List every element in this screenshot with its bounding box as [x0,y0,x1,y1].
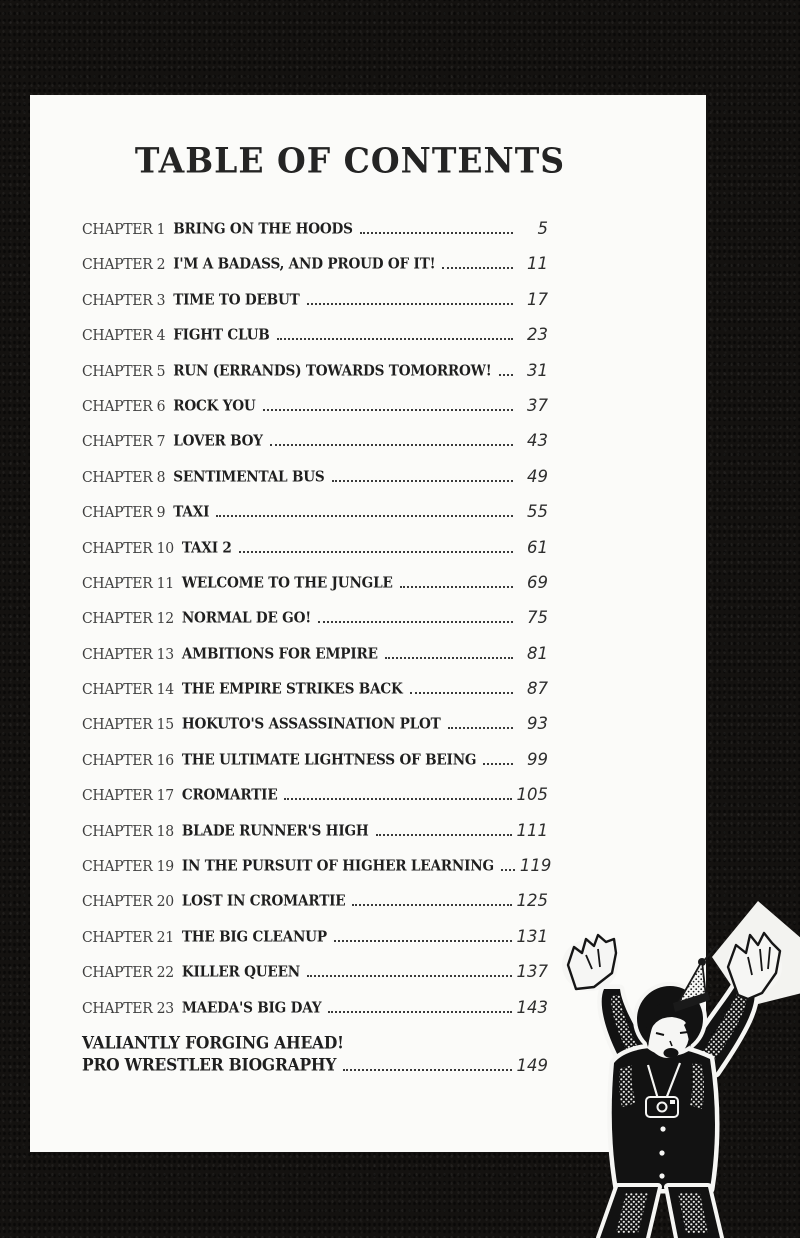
dot-leader [328,1011,511,1013]
chapter-number-label: CHAPTER 19 [82,858,174,876]
dot-leader [410,692,513,694]
dot-leader [318,621,513,623]
chapter-page-number: 131 [516,926,548,946]
dot-leader [376,834,512,836]
chapter-page-number: 143 [516,997,548,1017]
bio-entry-line2: PRO WRESTLER BIOGRAPHY [82,1054,337,1075]
chapter-row [82,290,548,325]
chapter-row [82,998,548,1033]
bio-entry-line1: VALIANTLY FORGING AHEAD! [82,1032,344,1053]
chapter-row [82,714,548,749]
chapter-page-number: 23 [527,325,548,345]
chapter-page-number: 61 [527,537,548,557]
chapter-row [82,785,548,820]
chapter-number-label: CHAPTER 8 [82,468,166,486]
chapter-row [82,219,548,254]
chapter-number-label: CHAPTER 23 [82,999,174,1017]
chapter-title: BLADE RUNNER'S HIGH [181,822,369,840]
chapter-title: THE ULTIMATE LIGHTNESS OF BEING [181,751,477,769]
chapter-title: RUN (ERRANDS) TOWARDS TOMORROW! [173,362,492,380]
chapter-title: HOKUTO'S ASSASSINATION PLOT [181,716,441,734]
chapter-number-label: CHAPTER 20 [82,893,174,911]
dot-leader [501,869,515,871]
chapter-row [82,644,548,679]
dot-leader [499,374,513,376]
chapter-page-number: 49 [527,466,548,486]
chapter-title: FIGHT CLUB [173,326,270,345]
dot-leader [343,1069,511,1071]
chapter-title: I'M A BADASS, AND PROUD OF IT! [173,256,436,274]
chapter-title: THE EMPIRE STRIKES BACK [181,680,403,699]
dot-leader [270,444,513,446]
dot-leader [360,232,513,234]
chapter-number-label: CHAPTER 5 [82,362,166,380]
chapter-title: BRING ON THE HOODS [173,220,353,238]
chapter-number-label: CHAPTER 3 [82,291,166,309]
chapter-title: TAXI 2 [181,539,232,557]
chapter-number-label: CHAPTER 11 [82,575,174,592]
chapter-row [82,750,548,785]
chapter-row [82,254,548,289]
chapter-row [82,927,548,962]
chapter-row [82,431,548,466]
chapter-number-label: CHAPTER 6 [82,398,166,415]
chapter-title: TIME TO DEBUT [173,291,300,309]
chapter-title: LOVER BOY [173,433,263,451]
dot-leader [284,798,511,800]
chapter-number-label: CHAPTER 14 [82,681,174,699]
dot-leader [332,480,513,482]
dot-leader [239,551,513,553]
celebrating-character-illustration [540,893,800,1238]
dot-leader [263,409,513,411]
chapter-row [82,325,548,360]
dot-leader [352,904,511,906]
chapter-page-number: 105 [516,785,548,805]
chapter-row [82,396,548,431]
chapter-number-label: CHAPTER 21 [82,929,174,946]
chapter-title: NORMAL DE GO! [181,610,311,628]
chapter-row [82,608,548,643]
chapter-number-label: CHAPTER 2 [82,256,166,274]
dot-leader [448,727,513,729]
chapter-list [82,219,552,1033]
chapter-row [82,891,548,926]
chapter-number-label: CHAPTER 22 [82,964,174,982]
dot-leader [400,586,513,588]
bio-entry-page-number: 149 [516,1056,548,1075]
chapter-page-number: 111 [516,820,548,840]
chapter-row [82,679,548,714]
chapter-title: IN THE PURSUIT OF HIGHER LEARNING [181,857,494,876]
chapter-page-number: 99 [527,749,548,769]
chapter-title: TAXI [173,503,210,522]
chapter-number-label: CHAPTER 17 [82,787,174,805]
dot-leader [277,338,513,340]
chapter-page-number: 87 [527,679,548,699]
page-title: TABLE OF CONTENTS [134,140,566,181]
chapter-title: KILLER QUEEN [181,963,300,982]
chapter-title: MAEDA'S BIG DAY [181,999,322,1017]
chapter-page-number: 81 [527,643,548,663]
chapter-number-label: CHAPTER 18 [82,822,174,840]
chapter-page-number: 93 [527,714,548,734]
chapter-row [82,856,552,891]
chapter-row [82,962,548,997]
chapter-number-label: CHAPTER 15 [82,716,174,734]
chapter-page-number: 37 [527,395,548,415]
chapter-number-label: CHAPTER 12 [82,610,174,628]
dot-leader [216,515,513,517]
chapter-page-number: 137 [516,962,548,982]
dot-leader [442,267,513,269]
chapter-page-number: 75 [527,608,548,628]
chapter-page-number: 119 [519,856,552,876]
dot-leader [307,303,513,305]
chapter-page-number: 31 [527,360,548,380]
chapter-number-label: CHAPTER 10 [82,539,174,557]
chapter-title: ROCK YOU [173,397,256,415]
chapter-row [82,361,548,396]
chapter-row [82,502,548,537]
dot-leader [307,975,512,977]
dot-leader [483,763,513,765]
chapter-row [82,573,548,608]
chapter-page-number: 125 [516,891,548,911]
chapter-number-label: CHAPTER 4 [82,327,166,345]
chapter-row [82,538,548,573]
dot-leader [385,657,513,659]
dot-leader [334,940,512,942]
chapter-page-number: 69 [527,572,548,592]
chapter-page-number: 55 [527,502,548,522]
chapter-title: SENTIMENTAL BUS [173,468,325,486]
chapter-page-number: 5 [537,219,548,238]
chapter-page-number: 43 [527,431,548,451]
chapter-row [82,467,548,502]
chapter-number-label: CHAPTER 16 [82,752,174,769]
chapter-title: THE BIG CLEANUP [181,928,327,946]
chapter-page-number: 17 [527,289,548,309]
chapter-number-label: CHAPTER 1 [82,221,166,238]
chapter-title: CROMARTIE [181,786,278,805]
chapter-number-label: CHAPTER 13 [82,645,174,663]
chapter-row [82,821,548,856]
chapter-number-label: CHAPTER 9 [82,504,166,522]
chapter-title: AMBITIONS FOR EMPIRE [181,645,378,663]
chapter-title: LOST IN CROMARTIE [181,893,346,911]
chapter-title: WELCOME TO THE JUNGLE [181,574,393,592]
chapter-number-label: CHAPTER 7 [82,433,166,451]
bio-entry [82,1033,548,1077]
chapter-page-number: 11 [527,254,548,274]
